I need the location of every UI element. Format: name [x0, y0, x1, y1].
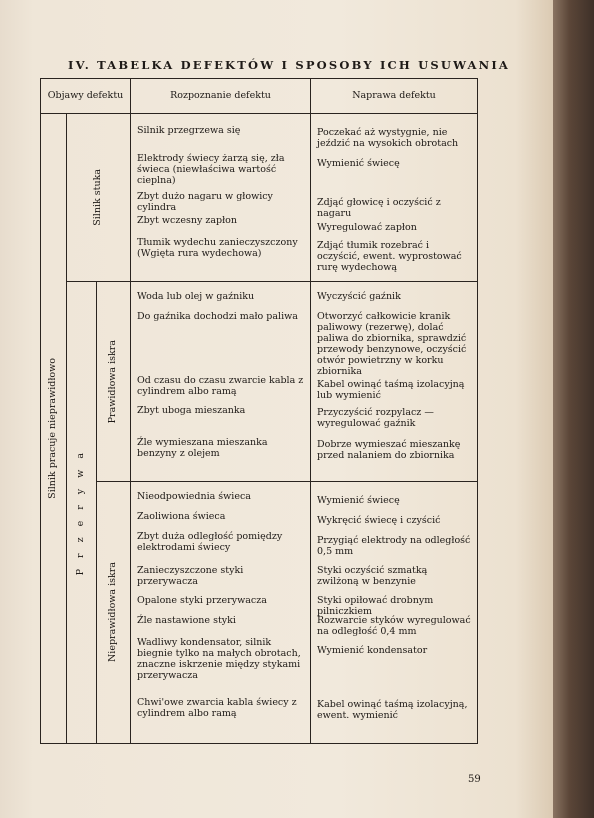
page-title: IV. TABELKA DEFEKTÓW I SPOSOBY ICH USUWANIA [68, 58, 511, 72]
spark_bad_rows-repair-item: Kabel owinąć taśmą izolacyjną, ewent. wymienić [317, 699, 468, 721]
diagnosis-cell [131, 114, 311, 282]
spark_ok_rows-repair-item: Dobrze wymieszać mieszankę przed nalaniem do zbiornika [317, 439, 461, 461]
repair-cell [311, 114, 478, 282]
spark_ok_rows-diagnosis-item: Zbyt uboga mieszanka [137, 405, 246, 416]
spark_ok_rows-repair-item: Wyczyścić gaźnik [317, 291, 401, 302]
spark_bad_rows-repair-item: Rozwarcie styków wyregulować na odległość 0,4 mm [317, 615, 471, 637]
spark_bad_rows-repair-item: Wymienić świecę [317, 495, 400, 506]
group-spark-bad-label: Nieprawidłowa iskra [107, 562, 119, 663]
repair-cell [311, 482, 478, 744]
spark_bad_rows-diagnosis-item: Chwi'owe zwarcia kabla świecy z cylindrem albo ramą [137, 697, 297, 719]
spark_ok_rows-diagnosis-item: Od czasu do czasu zwarcie kabla z cylindrem albo ramą [137, 375, 304, 397]
knock_rows-diagnosis-item: Zbyt wczesny zapłon [137, 215, 238, 226]
knock_rows-diagnosis-item: Zbyt dużo nagaru w głowicy cylindra [137, 191, 273, 213]
spark_ok_rows-repair-item: Kabel owinąć taśmą izolacyjną lub wymienić [317, 379, 465, 401]
spark_bad_rows-repair-item: Styki opiłować drobnym pilniczkiem [317, 595, 434, 617]
spark-bad-repair-list [311, 482, 477, 743]
knock_rows-diagnosis-item: Tłumik wydechu zanieczyszczony (Wgięta rura wydechowa) [137, 237, 298, 259]
knock_rows-diagnosis-item: Elektrody świecy żarzą się, zła świeca (niewłaściwa wartość cieplna) [137, 153, 285, 186]
spark_bad_rows-diagnosis-item: Zbyt duża odległość pomiędzy elektrodami świecy [137, 531, 283, 553]
knock_rows-repair-item: Wyregulować zapłon [317, 222, 417, 233]
spark_bad_rows-diagnosis-item: Wadliwy kondensator, silnik biegnie tylko na małych obrotach, znaczne iskrzenie między stykami przerywacza [137, 637, 301, 681]
repair-cell [311, 282, 478, 482]
group-spark-ok [97, 282, 131, 482]
spark_bad_rows-diagnosis-item: Zaoliwiona świeca [137, 511, 226, 522]
spark_bad_rows-repair-item: Przygiąć elektrody na odległość 0,5 mm [317, 535, 471, 557]
spark-bad-diagnosis-list [131, 482, 310, 743]
group-spark-bad [97, 482, 131, 744]
group-interrupts-label: P r z e r y w a [75, 449, 87, 576]
spark_ok_rows-repair-item: Przyczyścić rozpylacz — wyregulować gaźnik [317, 407, 434, 429]
knock_rows-repair-item: Poczekać aż wystygnie, nie jeździć na wysokich obrotach [317, 127, 459, 149]
table-header-row [41, 79, 478, 114]
group-spark-ok-label: Prawidłowa iskra [107, 339, 119, 424]
header-symptoms: Objawy defektu [41, 79, 131, 114]
spark_ok_rows-diagnosis-item: Do gaźnika dochodzi mało paliwa [137, 311, 298, 322]
table-row [41, 282, 478, 482]
group-knock [67, 114, 131, 282]
spark_ok_rows-diagnosis-item: Woda lub olej w gaźniku [137, 291, 255, 302]
knock-repair-list [311, 114, 477, 281]
defects-table [40, 78, 478, 744]
spark_ok_rows-repair-item: Otworzyć całkowicie kranik paliwowy (rezerwę), dolać paliwa do zbiornika, sprawdzić przewody benzynowe, oczyścić otwór powietrzny w korku zbiornika [317, 311, 467, 377]
spark_bad_rows-diagnosis-item: Źle nastawione styki [137, 615, 236, 626]
group-main-label: Silnik pracuje nieprawidłowo [47, 358, 59, 499]
group-interrupts [67, 282, 97, 744]
knock_rows-repair-item: Wymienić świecę [317, 158, 400, 169]
spark-ok-repair-list [311, 282, 477, 481]
group-main [41, 114, 67, 744]
table-row [41, 482, 478, 744]
spark_bad_rows-repair-item: Wymienić kondensator [317, 645, 428, 656]
table-row [41, 114, 478, 282]
knock_rows-diagnosis-item: Silnik przegrzewa się [137, 125, 241, 136]
knock_rows-repair-item: Zdjąć głowicę i oczyścić z nagaru [317, 197, 441, 219]
page-number: 59 [468, 774, 481, 785]
diagnosis-cell [131, 282, 311, 482]
spark_bad_rows-repair-item: Styki oczyścić szmatką zwilżoną w benzynie [317, 565, 428, 587]
knock_rows-repair-item: Zdjąć tłumik rozebrać i oczyścić, ewent. wyprostować rurę wydechową [317, 240, 462, 273]
spark-ok-diagnosis-list [131, 282, 310, 481]
spark_bad_rows-diagnosis-item: Opalone styki przerywacza [137, 595, 267, 606]
header-repair: Naprawa defektu [311, 79, 478, 114]
spark_bad_rows-diagnosis-item: Zanieczyszczone styki przerywacza [137, 565, 244, 587]
header-diagnosis: Rozpoznanie defektu [131, 79, 311, 114]
page-edge-shadow [553, 0, 594, 818]
knock-diagnosis-list [131, 114, 310, 281]
spark_bad_rows-diagnosis-item: Nieodpowiednia świeca [137, 491, 251, 502]
diagnosis-cell [131, 482, 311, 744]
spark_bad_rows-repair-item: Wykręcić świecę i czyścić [317, 515, 441, 526]
spark_ok_rows-diagnosis-item: Źle wymieszana mieszanka benzyny z olejem [137, 437, 268, 459]
group-knock-label: Silnik stuka [92, 169, 104, 226]
